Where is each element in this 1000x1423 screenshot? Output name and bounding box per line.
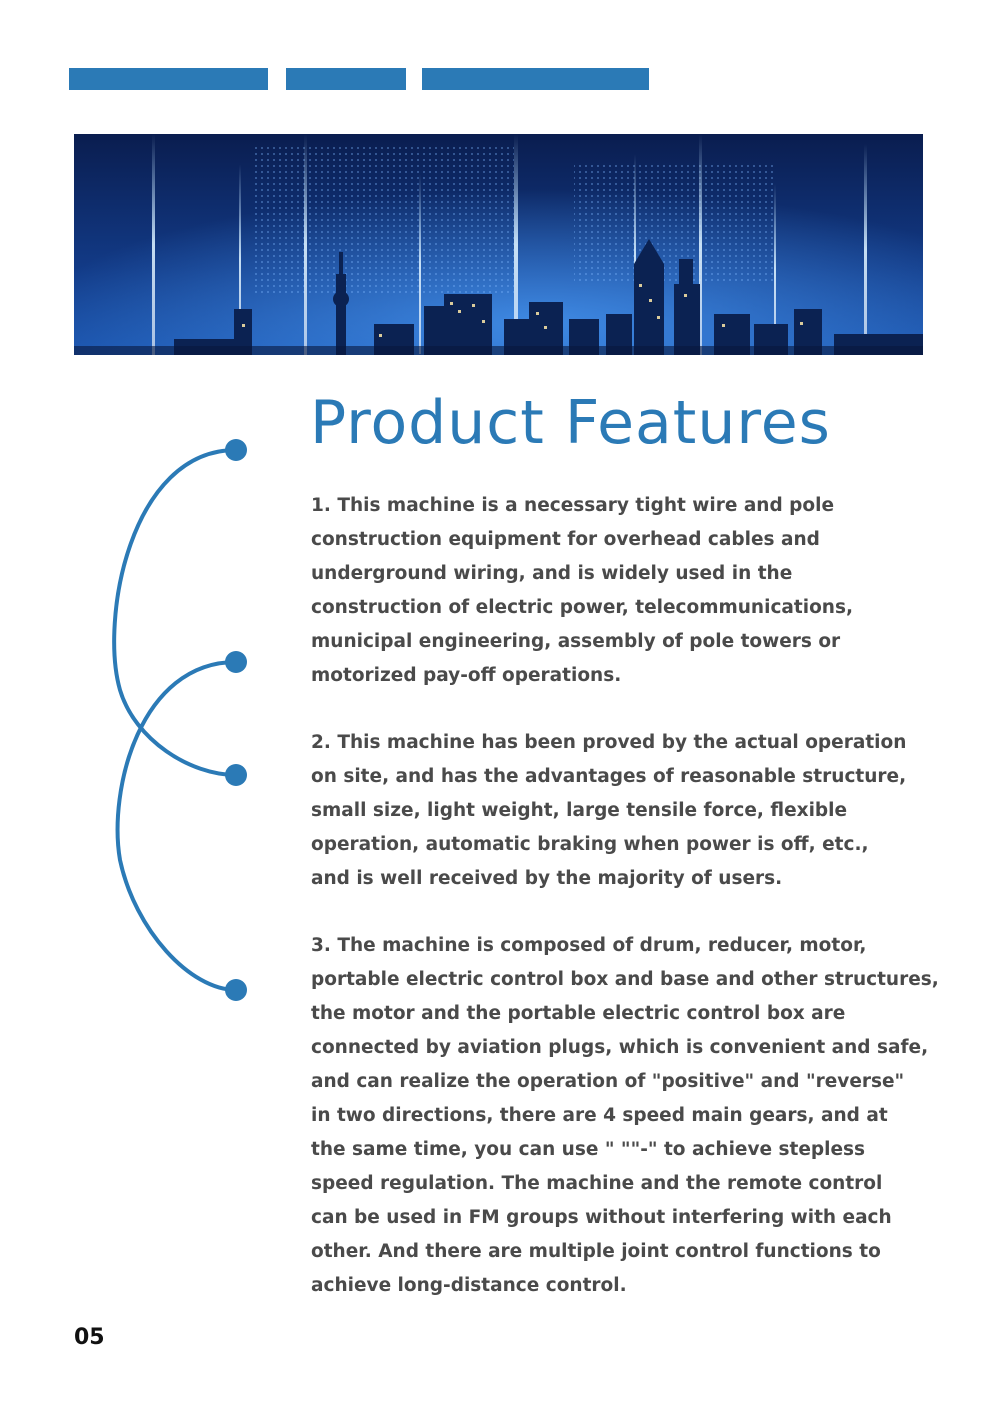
paragraph-line: and can realize the operation of "positive" and "reverse" [311, 1071, 905, 1092]
feature-paragraph-3 [311, 929, 939, 1303]
lower-arc [118, 662, 236, 990]
city-skyline-night-image [74, 134, 923, 355]
paragraph-line: small size, light weight, large tensile force, flexible [311, 800, 848, 821]
paragraph-line: underground wiring, and is widely used in the [311, 563, 793, 584]
paragraph-line: construction of electric power, telecommunications, [311, 597, 853, 618]
timeline-dot-2 [225, 651, 247, 673]
timeline-dot-3 [225, 764, 247, 786]
header-bar-2 [286, 68, 406, 90]
page-number: 05 [74, 1325, 105, 1350]
paragraph-line: in two directions, there are 4 speed main gears, and at [311, 1105, 888, 1126]
timeline-dot-4 [225, 979, 247, 1001]
paragraph-line: municipal engineering, assembly of pole towers or [311, 631, 841, 652]
paragraph-line: 3. The machine is composed of drum, reducer, motor, [311, 935, 867, 956]
paragraph-line: 1. This machine is a necessary tight wire and pole [311, 495, 835, 516]
header-bar-1 [69, 68, 268, 90]
paragraph-line: and is well received by the majority of users. [311, 868, 783, 889]
paragraph-line: other. And there are multiple joint control functions to [311, 1241, 881, 1262]
paragraph-line: connected by aviation plugs, which is convenient and safe, [311, 1037, 929, 1058]
feature-paragraph-2 [311, 726, 911, 896]
upper-arc [114, 450, 236, 775]
paragraph-line: the same time, you can use " ""-" to achieve stepless [311, 1139, 866, 1160]
paragraph-line: motorized pay-off operations. [311, 665, 622, 686]
header-bar-3 [422, 68, 649, 90]
paragraph-line: on site, and has the advantages of reasonable structure, [311, 766, 907, 787]
page-title: Product Features [310, 388, 831, 458]
paragraph-line: achieve long-distance control. [311, 1275, 627, 1296]
decorative-arcs [100, 430, 270, 1010]
timeline-dot-1 [225, 439, 247, 461]
paragraph-line: portable electric control box and base and other structures, [311, 969, 939, 990]
paragraph-line: construction equipment for overhead cables and [311, 529, 820, 550]
feature-paragraph-1 [311, 489, 911, 693]
paragraph-line: operation, automatic braking when power is off, etc., [311, 834, 869, 855]
paragraph-line: the motor and the portable electric control box are [311, 1003, 846, 1024]
paragraph-line: 2. This machine has been proved by the actual operation [311, 732, 907, 753]
paragraph-line: speed regulation. The machine and the remote control [311, 1173, 883, 1194]
city-skyline-banner [74, 134, 923, 355]
paragraph-line: can be used in FM groups without interfering with each [311, 1207, 892, 1228]
